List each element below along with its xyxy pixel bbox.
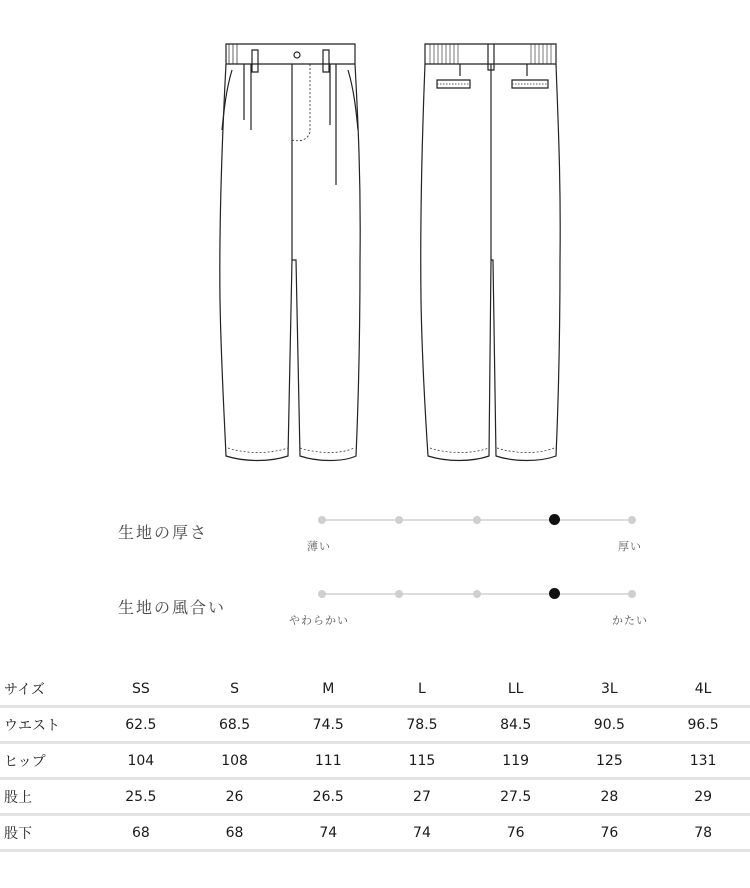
- size-header: 4L: [694, 680, 712, 697]
- size-header: L: [418, 680, 426, 697]
- row-label: 股下: [4, 825, 32, 842]
- size-header: S: [230, 680, 239, 697]
- rating-thickness-dot-4-selected: [549, 514, 560, 525]
- table-cell: 115: [408, 752, 436, 769]
- size-table: [0, 672, 750, 852]
- row-label: ヒップ: [4, 753, 46, 770]
- table-cell: 68.5: [218, 716, 251, 733]
- size-header: M: [322, 680, 335, 697]
- rating-thickness-right-label: 厚い: [618, 540, 642, 553]
- table-cell: 27.5: [500, 788, 532, 805]
- size-table-header-label: サイズ: [4, 681, 45, 698]
- table-cell: 78: [694, 824, 713, 841]
- table-cell: 74: [319, 824, 338, 841]
- table-cell: 125: [596, 752, 623, 769]
- size-header: SS: [131, 680, 150, 697]
- table-cell: 78.5: [406, 716, 438, 733]
- table-cell: 62.5: [125, 716, 157, 733]
- rating-thickness-dot-5: [628, 516, 636, 524]
- table-cell: 26: [225, 788, 244, 805]
- size-header: LL: [507, 680, 524, 697]
- table-cell: 74.5: [312, 716, 344, 733]
- table-cell: 104: [127, 752, 155, 769]
- rating-thickness-label: 生地の厚さ: [118, 523, 209, 542]
- size-header: 3L: [601, 680, 618, 697]
- table-cell: 96.5: [687, 716, 719, 733]
- table-row: [0, 743, 750, 779]
- rating-texture-dot-2: [395, 590, 403, 598]
- table-cell: 26.5: [312, 788, 344, 805]
- rating-thickness-dot-2: [395, 516, 403, 524]
- rating-thickness-dot-1: [318, 516, 326, 524]
- rating-texture-right-label: かたい: [612, 614, 648, 627]
- table-cell: 74: [413, 824, 431, 841]
- table-cell: 119: [502, 752, 530, 769]
- table-cell: 76: [506, 824, 525, 841]
- rating-texture-dot-5: [628, 590, 636, 598]
- table-row: [0, 779, 750, 815]
- table-cell: 28: [600, 788, 619, 805]
- table-cell: 131: [689, 752, 717, 769]
- table-cell: 90.5: [593, 716, 625, 733]
- rating-thickness-left-label: 薄い: [307, 540, 331, 553]
- trousers-front-view: [220, 44, 360, 461]
- table-cell: 111: [314, 752, 342, 769]
- table-cell: 84.5: [500, 716, 532, 733]
- table-cell: 27: [413, 788, 431, 805]
- table-cell: 108: [221, 752, 248, 769]
- table-row: [0, 707, 750, 743]
- table-cell: 25.5: [125, 788, 157, 805]
- row-label: ウエスト: [4, 717, 60, 734]
- row-label: 股上: [4, 789, 32, 806]
- table-cell: 68: [131, 824, 150, 841]
- table-row: [0, 815, 750, 851]
- table-cell: 68: [225, 824, 244, 841]
- table-cell: 76: [600, 824, 619, 841]
- size-table-header-row: [0, 672, 750, 707]
- rating-texture-dot-4-selected: [549, 588, 560, 599]
- table-cell: 29: [694, 788, 713, 805]
- rating-texture-left-label: やわらかい: [289, 614, 349, 627]
- trousers-back-view: [421, 44, 560, 461]
- rating-texture-dot-3: [473, 590, 481, 598]
- rating-thickness-dot-3: [473, 516, 481, 524]
- rating-texture-dot-1: [318, 590, 326, 598]
- rating-texture-label: 生地の風合い: [118, 598, 227, 617]
